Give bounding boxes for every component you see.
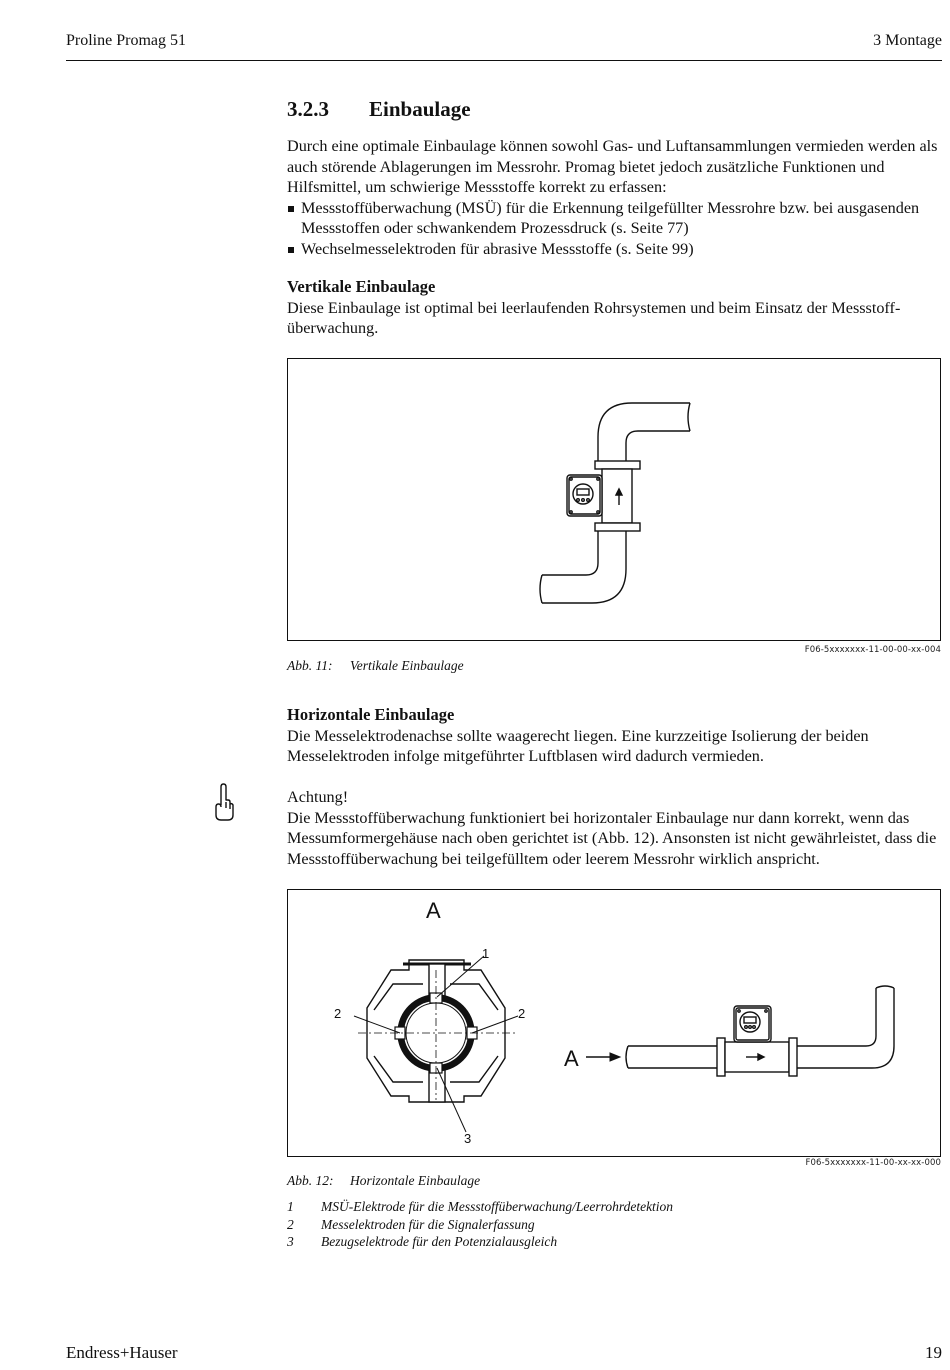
warning-block bbox=[287, 787, 942, 869]
figure-caption bbox=[287, 1173, 480, 1189]
figure-number: Abb. 12: bbox=[287, 1173, 334, 1188]
section-heading bbox=[287, 97, 471, 122]
callout-2-right: 2 bbox=[518, 1006, 526, 1021]
figure-caption-text: Horizontale Einbaulage bbox=[350, 1173, 481, 1188]
legend-number: 3 bbox=[287, 1234, 294, 1249]
intro-paragraph: Durch eine optimale Einbaulage können sowohl Gas- und Luftansammlungen vermieden werden als auch störende Ablagerungen im Messrohr. Promag bietet jedoch zusätzliche Funktionen und Hilfsmittel, um schwierige Messstoffe korrekt zu erfassen: bbox=[287, 137, 938, 196]
figure-code: F06-5xxxxxxx-11-00-00-xx-004 bbox=[804, 645, 941, 655]
intro-block bbox=[287, 136, 942, 259]
legend-text: Messelektroden für die Signalerfassung bbox=[321, 1216, 535, 1232]
figure-caption bbox=[287, 658, 464, 674]
warning-label: Achtung! bbox=[287, 788, 349, 806]
legend-row bbox=[287, 1234, 673, 1252]
warning-text: Die Messstoffüberwachung funktioniert bei horizontaler Einbaulage nur dann korrekt, wenn das Messumformergehäuse nach oben gerichtet ist (Abb. 12). Ansonsten ist nicht gewährleistet, dass die Messstoffüberwachung bei teilgefülltem oder leerem Messrohr wirklich anspricht. bbox=[287, 808, 937, 868]
figure-caption-text: Vertikale Einbaulage bbox=[350, 658, 464, 673]
running-header-chapter: 3 Montage bbox=[873, 32, 942, 49]
legend-number: 1 bbox=[287, 1199, 294, 1214]
horizontal-heading: Horizontale Einbaulage bbox=[287, 705, 455, 724]
horizontal-block bbox=[287, 705, 942, 767]
list-item: Messstoffüberwachung (MSÜ) für die Erkennung teilgefüllter Messrohre bzw. bei ausgasenden Messstoffen oder schwankendem Prozessdruck (s. Seite 77) bbox=[287, 198, 942, 239]
vertical-pipe-diagram bbox=[288, 359, 940, 640]
legend-text: MSÜ-Elektrode für die Messstoffüberwachung/Leerrohrdetektion bbox=[321, 1199, 674, 1214]
callout-2-left: 2 bbox=[334, 1006, 342, 1021]
legend-text: Bezugselektrode für den Potenzialausgleich bbox=[321, 1234, 558, 1249]
callout-3: 3 bbox=[464, 1131, 472, 1146]
figure-horizontal-installation bbox=[287, 889, 941, 1157]
legend-row bbox=[287, 1217, 673, 1235]
legend-number: 2 bbox=[287, 1216, 294, 1232]
figure-vertical-installation bbox=[287, 358, 941, 641]
list-item: Wechselmesselektroden für abrasive Messstoffe (s. Seite 99) bbox=[287, 239, 942, 260]
horizontal-pipe-diagram bbox=[288, 890, 940, 1156]
legend-row bbox=[287, 1199, 673, 1217]
callout-1: 1 bbox=[482, 946, 490, 961]
figure-legend bbox=[287, 1199, 673, 1252]
vertical-block bbox=[287, 277, 942, 339]
footer-brand: Endress+Hauser bbox=[66, 1343, 178, 1362]
pointing-hand-icon bbox=[212, 783, 236, 828]
figure-number: Abb. 11: bbox=[287, 658, 333, 673]
page-number: 19 bbox=[925, 1343, 942, 1362]
arrow-label: A bbox=[564, 1046, 579, 1071]
figure-code: F06-5xxxxxxx-11-00-xx-xx-000 bbox=[805, 1158, 941, 1168]
running-header-product: Proline Promag 51 bbox=[66, 32, 186, 49]
feature-list bbox=[287, 198, 942, 260]
view-label: A bbox=[426, 898, 441, 923]
section-number: 3.2.3 bbox=[287, 97, 329, 121]
section-title: Einbaulage bbox=[369, 97, 471, 121]
horizontal-paragraph: Die Messelektrodenachse sollte waagerecht liegen. Eine kurzzeitige Isolierung der beiden Messelektroden infolge mitgeführter Luftblasen wird dadurch vermieden. bbox=[287, 726, 869, 765]
header-divider bbox=[66, 60, 942, 61]
vertical-paragraph: Diese Einbaulage ist optimal bei leerlaufenden Rohrsystemen und beim Einsatz der Messstoffüberwachung. bbox=[287, 298, 901, 337]
vertical-heading: Vertikale Einbaulage bbox=[287, 277, 436, 296]
